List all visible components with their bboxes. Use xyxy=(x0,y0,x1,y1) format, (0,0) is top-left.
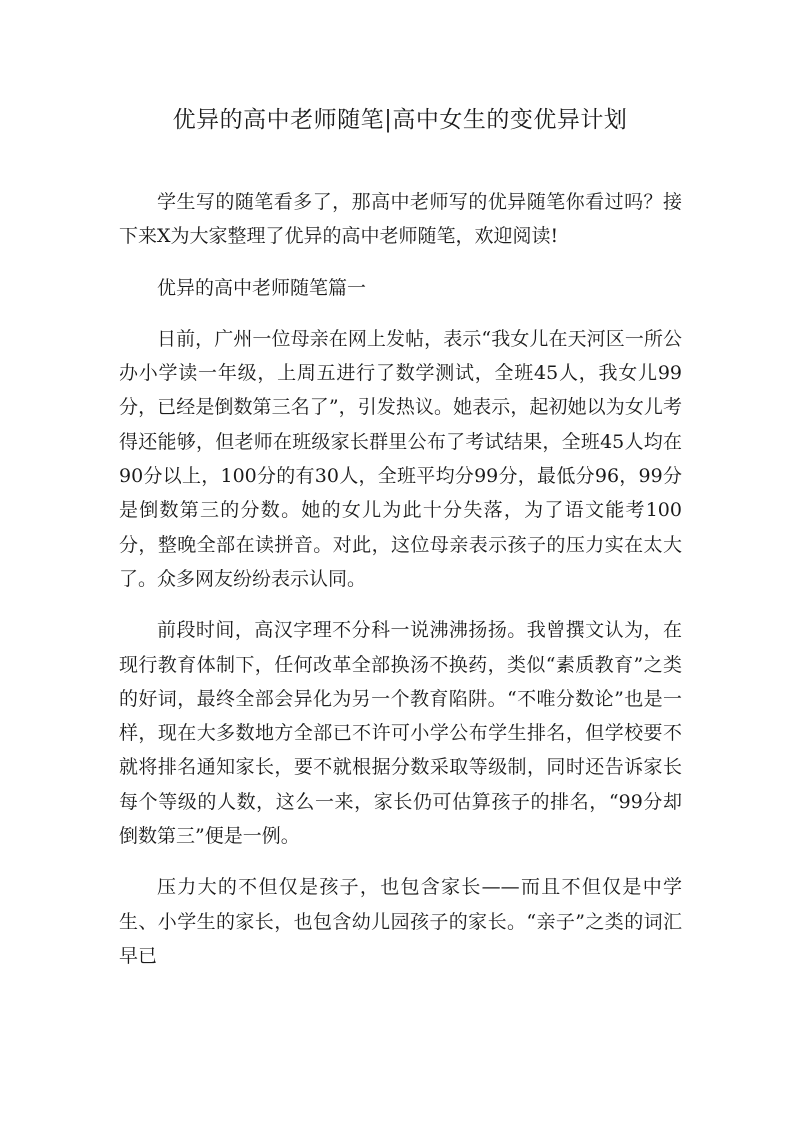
intro-paragraph: 学生写的随笔看多了，那高中老师写的优异随笔你看过吗？接下来X为大家整理了优异的高中老师随笔，欢迎阅读! xyxy=(119,191,682,248)
document-body xyxy=(119,185,682,973)
body-paragraph: 日前，广州一位母亲在网上发帖，表示“我女儿在天河区一所公办小学读一年级，上周五进行了数学测试，全班45人，我女儿99分，已经是倒数第三名了”，引发热议。她表示，起初她以为女儿考得还能够，但老师在班级家长群里公布了考试结果，全班45人均在90分以上，100分的有30人，全班平均分99分，最低分96，99分是倒数第三的分数。她的女儿为此十分失落，为了语文能考100分，整晚全部在读拼音。对此，这位母亲表示孩子的压力实在太大了。众多网友纷纷表示认同。 xyxy=(119,327,682,590)
body-paragraph: 压力大的不但仅是孩子，也包含家长——而且不但仅是中学生、小学生的家长，也包含幼儿园孩子的家长。“亲子”之类的词汇早已 xyxy=(119,876,682,967)
document-title: 优异的高中老师随笔|高中女生的变优异计划 xyxy=(172,107,628,133)
body-paragraph: 前段时间，高汉字理不分科一说沸沸扬扬。我曾撰文认为，在现行教育体制下，任何改革全部换汤不换药，类似“素质教育”之类的好词，最终全部会异化为另一个教育陷阱。“不唯分数论”也是一样，现在大多数地方全部已不许可小学公布学生排名，但学校要不就将排名通知家长，要不就根据分数采取等级制，同时还告诉家长每个等级的人数，这么一来，家长仍可估算孩子的排名，“99分却倒数第三”便是一例。 xyxy=(119,619,682,848)
section-heading: 优异的高中老师随笔篇一 xyxy=(157,276,367,299)
